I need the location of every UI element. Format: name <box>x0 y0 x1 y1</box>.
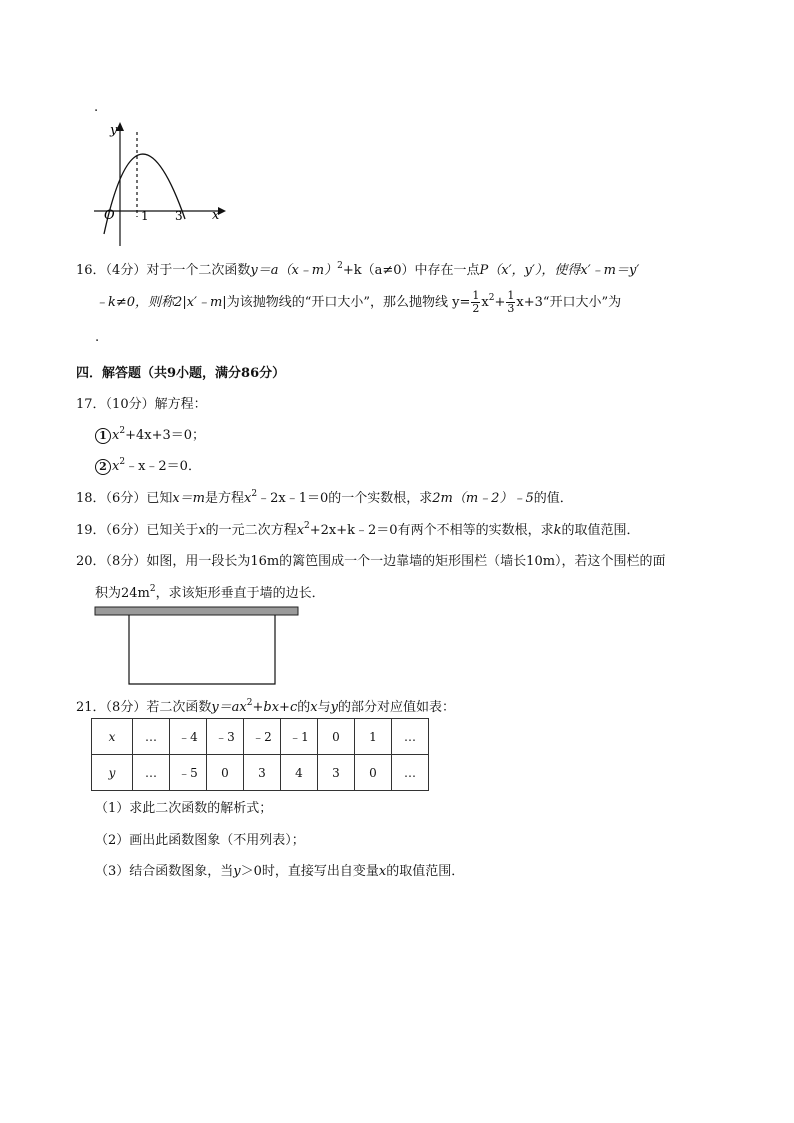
q17-item-1: 1 $x^2+4x+3=0$； <box>95 424 205 444</box>
wall <box>95 607 298 615</box>
fraction-one-half: $\frac{1}{2}$ <box>472 289 480 315</box>
section-title: 四．解答题（共9小题，满分86分） <box>76 366 286 381</box>
table-cell: … <box>133 755 170 791</box>
q16-number: 16． <box>76 263 106 278</box>
parabola-equation: y= $\frac{1}{2}$ $x^2+$ $\frac{1}{3}$ x+3 <box>452 289 543 315</box>
table-row-y <box>92 755 429 791</box>
tick-label-3: 3 <box>175 209 183 223</box>
table-cell: ﹣2 <box>244 719 281 755</box>
q16-answer-blank: . <box>95 330 100 345</box>
x-axis-label: x <box>212 208 220 223</box>
q21-sub-3: （3）结合函数图象，当y＞0时，直接写出自变量x的取值范围． <box>95 864 465 879</box>
q21-sub-1: （1）求此二次函数的解析式； <box>95 801 273 816</box>
q17-label: 17．（10分）解方程： <box>76 397 207 412</box>
fence-diagram <box>94 605 300 687</box>
table-cell: … <box>392 755 429 791</box>
circled-number-1: 1 <box>95 428 111 444</box>
table-cell: ﹣1 <box>281 719 318 755</box>
parabola-graph <box>90 118 230 253</box>
table-cell: x <box>92 719 133 755</box>
q19: 19．（6分）已知关于x的一元二次方程$x^2+2x+k﹣2=0$有两个不相等的实数根，求k的取值范围． <box>76 521 640 538</box>
table-cell: … <box>133 719 170 755</box>
table-cell: 3 <box>318 755 355 791</box>
q21-sub-2: （2）画出此函数图象（不用列表）； <box>95 833 305 848</box>
origin-label: O <box>104 208 115 223</box>
table-cell: … <box>392 719 429 755</box>
table-row-x <box>92 719 429 755</box>
table-cell: 1 <box>355 719 392 755</box>
table-cell: y <box>92 755 133 791</box>
answer-blank-dot: . <box>94 100 99 115</box>
table-cell: ﹣5 <box>170 755 207 791</box>
fraction-one-third: $\frac{1}{3}$ <box>507 289 515 315</box>
circled-number-2: 2 <box>95 459 111 475</box>
y-axis-label: y <box>110 123 118 138</box>
q17-item-2: 2 $x^2﹣x﹣2=0$． <box>95 455 201 475</box>
q16-line1: 16．（4分）对于一个二次函数y＝a（x﹣m）$^2$+k（a≠0）中存在一点P（x′，y′），使得x′﹣m＝y′ <box>76 261 640 278</box>
fence-rectangle <box>129 615 275 684</box>
q16-score: （4分） <box>105 263 147 278</box>
table-cell: 0 <box>207 755 244 791</box>
table-cell: 0 <box>318 719 355 755</box>
q16-line2: ﹣k≠0，则称2|x′﹣m|为该抛物线的“开口大小”，那么抛物线 y= $\frac{1}{2}$ $x^2+$ $\frac{1}{3}$ x+3“开口大小”为 <box>95 289 622 315</box>
table-cell: ﹣3 <box>207 719 244 755</box>
q21: 21．（8分）若二次函数$y=ax^2+bx+c$的x与y的部分对应值如表： <box>76 698 455 715</box>
q20-line1: 20．（8分）如图，用一段长为16m的篱笆围成一个一边靠墙的矩形围栏（墙长10m），若这个围栏的面 <box>76 554 666 569</box>
table-cell: 3 <box>244 755 281 791</box>
q20-line2: 积为$24m^2$，求该矩形垂直于墙的边长． <box>95 584 325 601</box>
value-table <box>91 718 429 791</box>
tick-label-1: 1 <box>141 209 149 223</box>
table-cell: 0 <box>355 755 392 791</box>
table-cell: ﹣4 <box>170 719 207 755</box>
q18: 18．（6分）已知x＝m是方程$x^2﹣2x﹣1=0$的一个实数根，求2m（m﹣2）﹣5的值． <box>76 489 573 506</box>
table-cell: 4 <box>281 755 318 791</box>
